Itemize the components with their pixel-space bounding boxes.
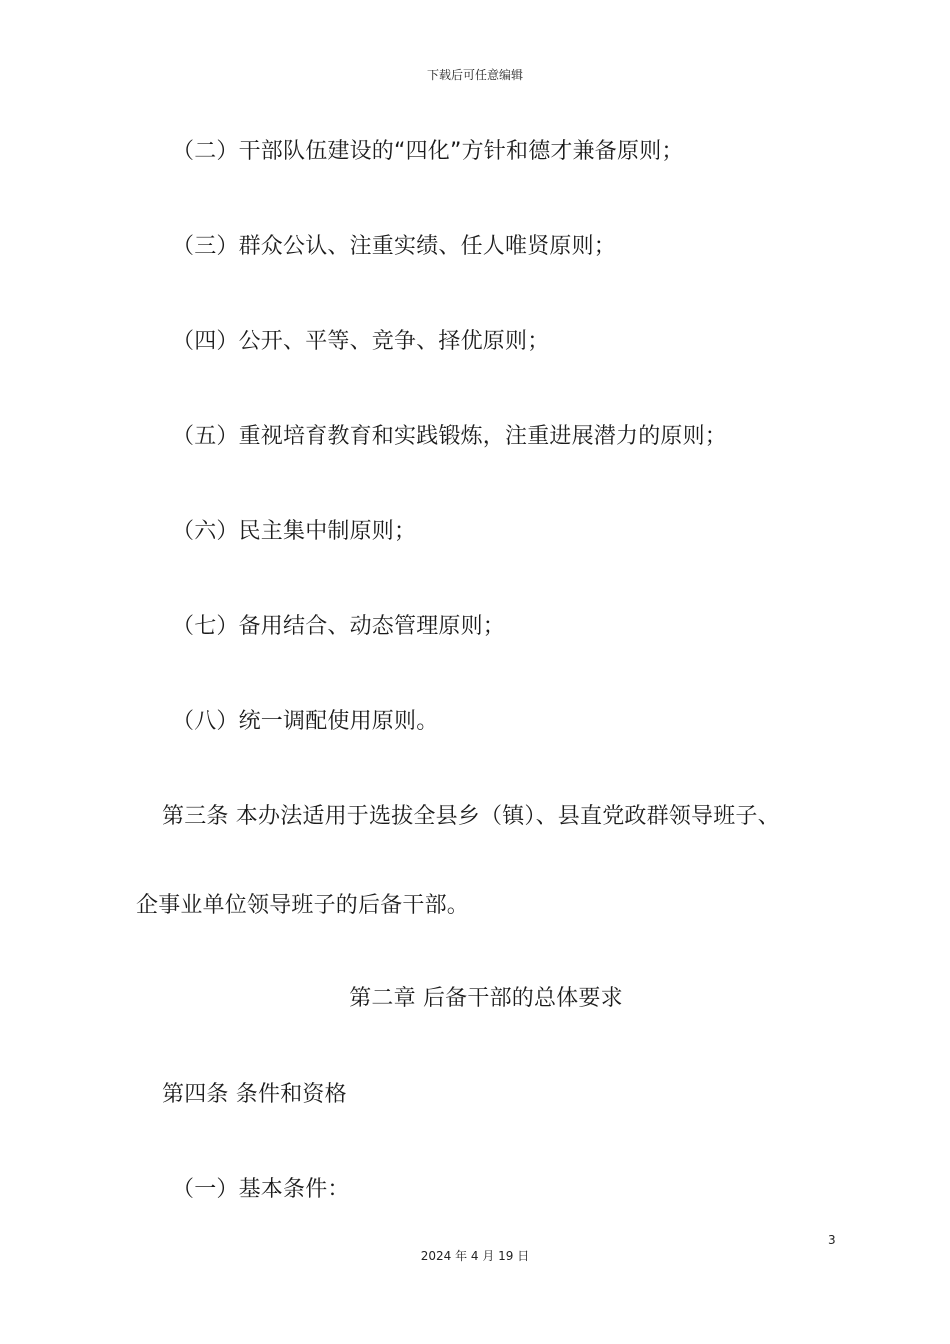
principle-item-5: （五）重视培育教育和实践锻炼，注重进展潜力的原则； (172, 424, 728, 449)
article-3-line-1: 第三条 本办法适用于选拔全县乡（镇）、县直党政群领导班子、 (162, 804, 780, 829)
principle-item-7: （七）备用结合、动态管理原则； (172, 614, 506, 639)
chapter-2-heading: 第二章 后备干部的总体要求 (349, 986, 623, 1011)
principle-item-6: （六）民主集中制原则； (172, 519, 417, 544)
page-header: 下载后可任意编辑 (426, 68, 523, 82)
principle-item-2: （二）干部队伍建设的“四化”方针和德才兼备原则； (172, 139, 684, 164)
article-4-heading: 第四条 条件和资格 (162, 1082, 347, 1107)
page-number: 3 (828, 1233, 836, 1247)
article-3-line-2: 企事业单位领导班子的后备干部。 (136, 893, 470, 918)
principle-item-4: （四）公开、平等、竞争、择优原则； (172, 329, 550, 354)
footer-date: 2024 年 4 月 19 日 (420, 1249, 530, 1263)
principle-item-8: （八）统一调配使用原则。 (172, 709, 439, 734)
basic-conditions-item: （一）基本条件： (172, 1177, 350, 1202)
principle-item-3: （三）群众公认、注重实绩、任人唯贤原则； (172, 234, 617, 259)
